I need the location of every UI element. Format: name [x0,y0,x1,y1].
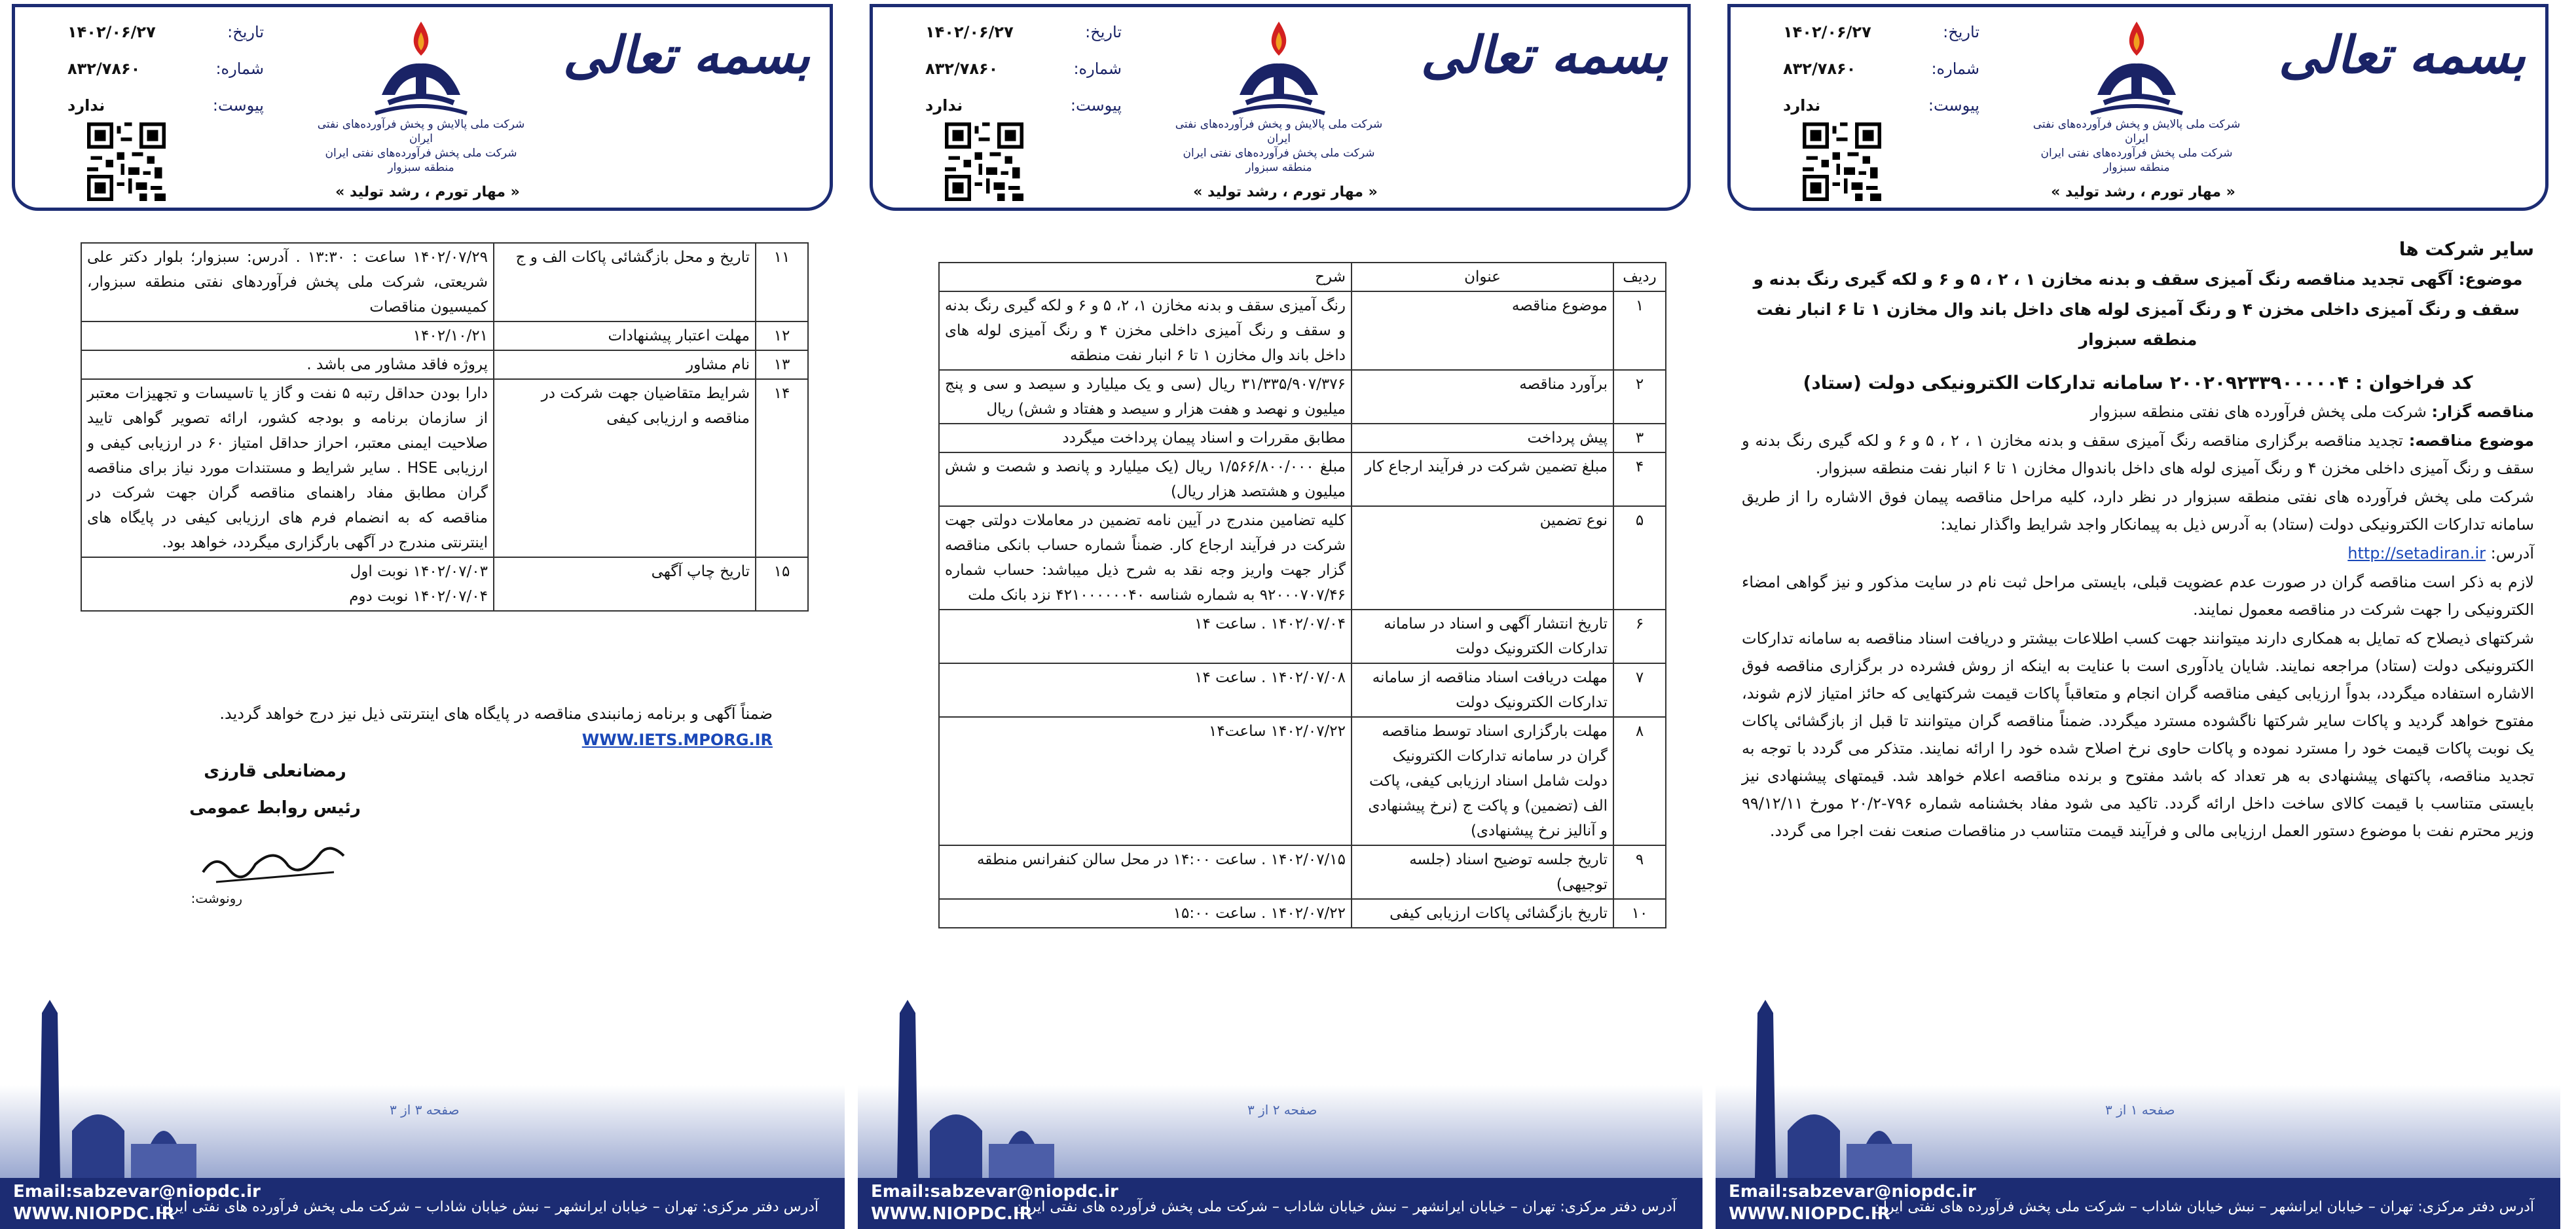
page-number: صفحه ۳ از ۳ [390,1102,460,1118]
paragraph-1: شرکت ملی پخش فرآورده های نفتی منطقه سبزوار در نظر دارد، کلیه مراحل مناقصه پیمان فوق الاشاره را از طریق سامانه تدارکات الکترونیکی دولت (ستاد) به آدرس ذیل به پیمانکار واجد شرایط واگذار نماید: [1742,488,2534,534]
letterhead [12,4,833,211]
company-name: شرکت ملی پالایش و پخش فرآورده‌های نفتی ایران شرکت ملی پخش فرآورده‌های نفتی ایران منطقه سبزوار [2033,118,2241,174]
footer [0,987,845,1229]
attachment-label: پیوست: [212,96,264,115]
table-row: ۹ تاریخ جلسه توضیح اسناد (جلسه توجیهی) ۱۴۰۲/۰۷/۱۵ . ساعت ۱۴:۰۰ در محل سالن کنفرانس منطقه [939,845,1666,899]
footer-band [858,1178,1702,1229]
subject-value: تجدید مناقصه برگزاری مناقصه رنگ آمیزی سقف و بدنه مخازن ۱ ، ۲ ، ۵ و ۶ و لکه گیری رنگ بدنه و سقف و رنگ آمیزی داخلی مخزن ۴ و رنگ آمیزی لوله های داخل باندوال مخازن ۱ تا ۶ انبار نفت منطقه سبزوار. [1742,431,2534,477]
brand-title: بسمه تعالی [1420,26,1668,85]
page-2 [858,0,1702,1229]
table-row: ۱۱ تاریخ و محل بازگشائی پاکات الف و ج ۱۴۰۲/۰۷/۲۹ ساعت : ۱۳:۳۰ . آدرس: سبزوار؛ بلوار دکتر علی شریعتی، شرکت ملی پخش فرآوردهای نفتی منطقه سبزوار، کمیسیون مناقصات [81,243,808,321]
signer-name: رمضانعلی قارزی [204,761,346,781]
signer-title: رئیس روابط عمومی [189,798,361,818]
page-1 [1716,0,2560,1229]
footer [1716,987,2560,1229]
footer-website[interactable]: WWW.NIOPDC.IR [871,1204,1033,1224]
page-number: صفحه ۲ از ۳ [1247,1102,1317,1118]
date-value: ۱۴۰۲/۰۶/۲۷ [1783,23,1871,41]
number-value: ۸۳۲/۷۸۶۰ [925,60,999,78]
slogan: « مهار تورم ، رشد تولید » [335,184,520,200]
tender-details-table [938,262,1666,928]
cc-label: رونوشت: [191,890,242,906]
brand-title: بسمه تعالی [2278,26,2526,85]
attachment-value: ندارد [925,96,963,115]
number-label: شماره: [215,60,264,78]
footer-email[interactable]: Email:sabzevar@niopdc.ir [13,1182,261,1201]
setad-link[interactable]: http://setadiran.ir [2347,544,2486,562]
table-row: ۷ مهلت دریافت اسناد مناقصه از سامانه تدارکات الکترونیک دولت ۱۴۰۲/۰۷/۰۸ . ساعت ۱۴ [939,663,1666,717]
company-name: شرکت ملی پالایش و پخش فرآورده‌های نفتی ایران شرکت ملی پخش فرآورده‌های نفتی ایران منطقه سبزوار [317,118,525,174]
table-row: ۲ برآورد مناقصه ۳۱/۳۳۵/۹۰۷/۳۷۶ ریال (سی و یک میلیارد و سیصد و سی و پنج میلیون و نهصد و هفت هزار و سیصد و هفتاد و شش) ریال [939,370,1666,424]
header-title: عنوان [1352,263,1613,291]
signature-block [177,753,373,905]
handwritten-signature-icon [190,826,360,892]
table-row: ۱۳ نام مشاور پروژه فاقد مشاور می باشد . [81,350,808,379]
letter-meta [925,14,1122,124]
subject-line [1742,427,2534,482]
date-label: تاریخ: [227,23,264,41]
table-row: ۳ پیش پرداخت مطابق مقررات و اسناد پیمان پرداخت میگردد [939,424,1666,452]
address-line [1742,540,2534,567]
attachment-label: پیوست: [1928,96,1979,115]
table-row: ۵ نوع تضمین کلیه تضامین مندرج در آیین نامه تضمین در معاملات دولتی جهت شرکت در فرآیند ارجاع کار. ضمناً شماره حساب بانکی مناقصه گزار جهت واریز وجه نقد به شرح ذیل میباشد: حساب شماره ۹۲۰۰۰۷۰۷/۴۶ به شماره شناسه ۴۲۱۰۰۰۰۰۰۴۰ نزد بانک ملت [939,506,1666,610]
footer-band [1716,1178,2560,1229]
table-row: ۸ مهلت بارگزاری اسناد توسط مناقصه گران در سامانه تدارکات الکترونیک دولت شامل اسناد ارزیابی کیفی، پاکت الف (تضمین) و پاکت ج (نرخ پیشنهادی و آنالیز نرخ پیشنهادی) ۱۴۰۲/۰۷/۲۲ ساعت۱۴ [939,717,1666,845]
paragraph-3: شرکتهای ذیصلاح که تمایل به همکاری دارند میتوانند جهت کسب اطلاعات بیشتر و دریافت اسناد مناقصه به سامانه تدارکات الکترونیکی دولت (ستاد) مراجعه نمایند. شایان یادآوری است با عنایت به اینکه از روش فشرده در برگزاری مناقصه فوق الاشاره استفاده میگردد، بدواً ارزیابی کیفی مناقصه گران انجام و متعاقباً پاکات قیمت شرکتهایی که حائز امتیاز لازم شوند، مفتوح خواهد گردید و پاکات سایر شرکتها ناگشوده مسترد میگردد. ضمناً مناقصه گران میتوانند تا قبل از بازگشائی پاکات یک نوبت پاکات قیمت خود را مسترد نموده و پاکات حاوی نرخ اصلاح شده خود را ارائه نمایند. متذکر می گردد با توجه به تجدید مناقصه، پاکتهای پیشنهادی به هر تعداد که باشد مفتوح و برنده مناقصه اعلام خواهد شد. قیمتهای پیشنهادی نیز بایستی متناسب با قیمت کالای ساخت داخل ارائه گردد. تاکید می شود مفاد بخشنامه شماره ۷۹۶-۲۰/۲ مورخ ۹۹/۱۲/۱۱ وزیر محترم نفت با موضوع دستور العمل ارزیابی مالی و فرآیند قیمت متناسب در مناقصات صنعت نفت اجرا می گردد. [1742,629,2535,840]
niopdc-logo-icon [2071,16,2202,121]
table-row: ۱۰ تاریخ بازگشائی پاکات ارزیابی کیفی ۱۴۰۲/۰۷/۲۲ . ساعت ۱۵:۰۰ [939,899,1666,928]
table-row: ۱ موضوع مناقصه رنگ آمیزی سقف و بدنه مخازن ۱، ۲، ۵ و ۶ و لکه گیری رنگ بدنه و سقف و رنگ آمیزی داخلی مخزن ۴ و رنگ آمیزی لوله های داخل باند وال مخازن ۱ تا ۶ انبار نفت منطقه [939,291,1666,370]
subject-label: موضوع مناقصه: [2408,431,2535,450]
tenderer-value: شرکت ملی پخش فرآورده های نفتی منطقه سبزوار [2090,403,2427,421]
skyline-illustration-icon [0,987,845,1178]
letterhead [1727,4,2548,211]
footer-email[interactable]: Email:sabzevar@niopdc.ir [871,1182,1118,1201]
table-row: ۱۵ تاریخ چاپ آگهی ۱۴۰۲/۰۷/۰۳ نوبت اول ۱۴۰۲/۰۷/۰۴ نوبت دوم [81,557,808,611]
table-row: ۱۴ شرایط متقاضیان جهت شرکت در مناقصه و ارزیابی کیفی دارا بودن حداقل رتبه ۵ نفت و گاز یا تاسیسات و تجهیزات معتبر از سازمان برنامه و بودجه کشور، ارائه تصویر گواهی تایید صلاحیت ایمنی معتبر، احراز حداقل امتیاز ۶۰ در ارزیابی کیفی و ارزیابی HSE . سایر شرایط و مستندات مورد نیاز برای مناقصه گران مطابق مفاد راهنمای مناقصه گران جهت شرکت در مناقصه که به انضمام فرم های ارزیابی کیفی در پایگاه های اینترنتی مندرج در آگهی بارگزاری میگردد، خواهد بود. [81,379,808,557]
attachment-label: پیوست: [1070,96,1122,115]
company-name: شرکت ملی پالایش و پخش فرآورده‌های نفتی ایران شرکت ملی پخش فرآورده‌های نفتی ایران منطقه سبزوار [1175,118,1383,174]
table-row: ۴ مبلغ تضمین شرکت در فرآیند ارجاع کار مبلغ ۱/۵۶۶/۸۰۰/۰۰۰ ریال (یک میلیارد و پانصد و شصت و شش میلیون و هشتصد هزار ریال) [939,452,1666,506]
footer-address: آدرس دفتر مرکزی: تهران – خیابان ایرانشهر – نبش خیابان شاداب – شرکت ملی پخش فرآورده های نفتی ایران [156,1199,819,1215]
niopdc-logo-icon [1213,16,1344,121]
footer-email[interactable]: Email:sabzevar@niopdc.ir [1729,1182,1976,1201]
letter-meta [1783,14,1979,124]
address-label: آدرس: [2490,544,2534,562]
date-label: تاریخ: [1085,23,1122,41]
header-description: شرح [939,263,1352,291]
niopdc-logo-icon [356,16,487,121]
section-heading: سایر شرکت ها [2399,238,2534,260]
table-row: ۱۲ مهلت اعتبار پیشنهادات ۱۴۰۲/۱۰/۲۱ [81,321,808,350]
date-label: تاریخ: [1943,23,1979,41]
attachment-value: ندارد [1783,96,1821,115]
brand-title: بسمه تعالی [562,26,810,85]
tenderer-label: مناقصه گزار: [2431,403,2534,421]
letter-meta [67,14,264,124]
footer-band [0,1178,845,1229]
date-value: ۱۴۰۲/۰۶/۲۷ [67,23,156,41]
skyline-illustration-icon [1716,987,2560,1178]
announcement-body [1742,236,2534,846]
table-header-row [939,263,1666,291]
qr-code-icon [1803,122,1881,201]
table-row: ۶ تاریخ انتشار آگهی و اسناد در سامانه تدارکات الکترونیک دولت ۱۴۰۲/۰۷/۰۴ . ساعت ۱۴ [939,610,1666,663]
paragraph-2: لازم به ذکر است مناقصه گران در صورت عدم عضویت قبلی، بایستی مراحل ثبت نام در سایت مذکور و نیز گواهی امضاء الکترونیکی را جهت شرکت در مناقصه معمول نمایند. [1742,573,2534,619]
number-value: ۸۳۲/۷۸۶۰ [1783,60,1856,78]
footer [858,987,1702,1229]
slogan: « مهار تورم ، رشد تولید » [2051,184,2236,200]
footer-address: آدرس دفتر مرکزی: تهران – خیابان ایرانشهر – نبش خیابان شاداب – شرکت ملی پخش فرآورده های نفتی ایران [1014,1199,1676,1215]
announcement-title: موضوع: آگهی تجدید مناقصه رنگ آمیزی سقف و بدنه مخازن ۱ ، ۲ ، ۵ و ۶ و لکه گیری رنگ بدنه و سقف و رنگ آمیزی داخلی مخزن ۴ و رنگ آمیزی لوله های داخل باند وال مخازن ۱ تا ۶ انبار نفت منطقه سبزوار [1753,270,2523,349]
header-row-no: ردیف [1613,263,1666,291]
tender-details-table-continued [81,242,809,612]
tenderer-line [1742,398,2534,426]
slogan: « مهار تورم ، رشد تولید » [1193,184,1378,200]
note-text: ضمناً آگهی و برنامه زمانبندی مناقصه در پایگاه های اینترنتی ذیل نیز درج خواهد گردید. [219,705,773,723]
letterhead [870,4,1691,211]
qr-code-icon [945,122,1023,201]
number-label: شماره: [1073,60,1122,78]
page-number: صفحه ۱ از ۳ [2105,1102,2175,1118]
number-label: شماره: [1931,60,1979,78]
footer-address: آدرس دفتر مرکزی: تهران – خیابان ایرانشهر – نبش خیابان شاداب – شرکت ملی پخش فرآورده های نفتی ایران [1872,1199,2534,1215]
iets-link[interactable]: WWW.IETS.MPORG.IR [581,731,773,749]
date-value: ۱۴۰۲/۰۶/۲۷ [925,23,1014,41]
notice-note [85,701,773,753]
skyline-illustration-icon [858,987,1702,1178]
qr-code-icon [87,122,166,201]
attachment-value: ندارد [67,96,105,115]
call-code: کد فراخوان : ۲۰۰۲۰۹۲۳۳۹۰۰۰۰۰۴ سامانه تدارکات الکترونیکی دولت (ستاد) [1803,372,2473,394]
page-3 [0,0,845,1229]
footer-website[interactable]: WWW.NIOPDC.IR [1729,1204,1890,1224]
footer-website[interactable]: WWW.NIOPDC.IR [13,1204,175,1224]
number-value: ۸۳۲/۷۸۶۰ [67,60,141,78]
